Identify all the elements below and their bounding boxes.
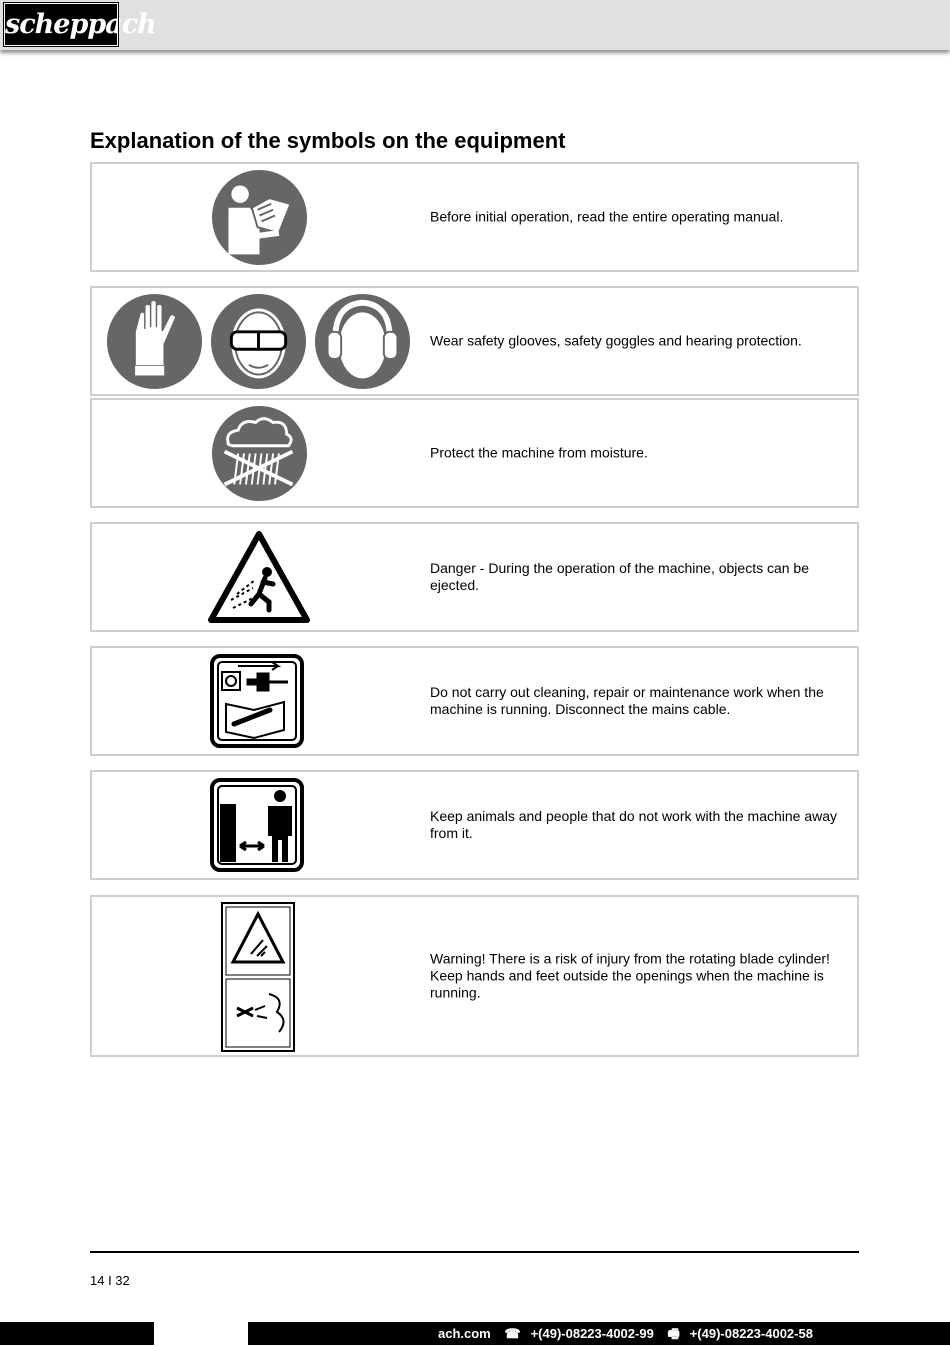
symbol-description: Protect the machine from moisture.: [430, 444, 648, 461]
symbol-description: Wear safety glooves, safety goggles and hearing protection.: [430, 332, 802, 349]
symbol-row-keep-distance: [90, 770, 859, 880]
symbol-row-read-manual: [90, 162, 859, 272]
scheppach-logo: scheppach: [4, 3, 118, 46]
page-header: [0, 0, 950, 50]
phone-icon: ☎: [504, 1326, 521, 1341]
symbol-description: Before initial operation, read the entire operating manual.: [430, 208, 784, 225]
unplug-before-maintenance-icon: [210, 654, 304, 748]
fax-number: +(49)-08223-4002-58: [689, 1326, 813, 1341]
keep-distance-icon: [210, 778, 304, 872]
no-moisture-icon: [211, 405, 308, 502]
ejected-objects-warning-icon: [207, 530, 311, 626]
symbol-description: Danger - During the operation of the machine, objects can be ejected.: [430, 560, 810, 593]
symbol-row-moisture: [90, 398, 859, 508]
read-manual-icon: [211, 169, 308, 266]
gloves-icon: [106, 293, 203, 390]
symbol-row-maintenance: [90, 646, 859, 756]
footer-divider: [90, 1251, 859, 1253]
page-number: 14 I 32: [90, 1273, 130, 1288]
symbol-description: Do not carry out cleaning, repair or maintenance work when the machine is running. Disconnect the mains cable.: [430, 684, 824, 717]
hearing-protection-icon: [314, 293, 411, 390]
symbol-row-protective-gear: [90, 286, 859, 396]
rotating-blade-warning-icon: [221, 902, 295, 1052]
symbol-description: Keep animals and people that do not work with the machine away from it.: [430, 808, 838, 841]
page-title: Explanation of the symbols on the equipment: [90, 128, 566, 153]
symbol-row-ejected-objects: [90, 522, 859, 632]
phone-number: +(49)-08223-4002-99: [530, 1326, 654, 1341]
fax-icon: 🖷: [667, 1326, 680, 1341]
safety-goggles-icon: [210, 293, 307, 390]
contact-info: [438, 1325, 823, 1347]
website-link[interactable]: ach.com: [438, 1326, 491, 1341]
symbol-row-rotating-blade: [90, 895, 859, 1057]
symbol-description: Warning! There is a risk of injury from the rotating blade cylinder! Keep hands and feet outside the openings when the machine is running.: [430, 950, 830, 1001]
contact-bar-gap: [154, 1322, 248, 1345]
